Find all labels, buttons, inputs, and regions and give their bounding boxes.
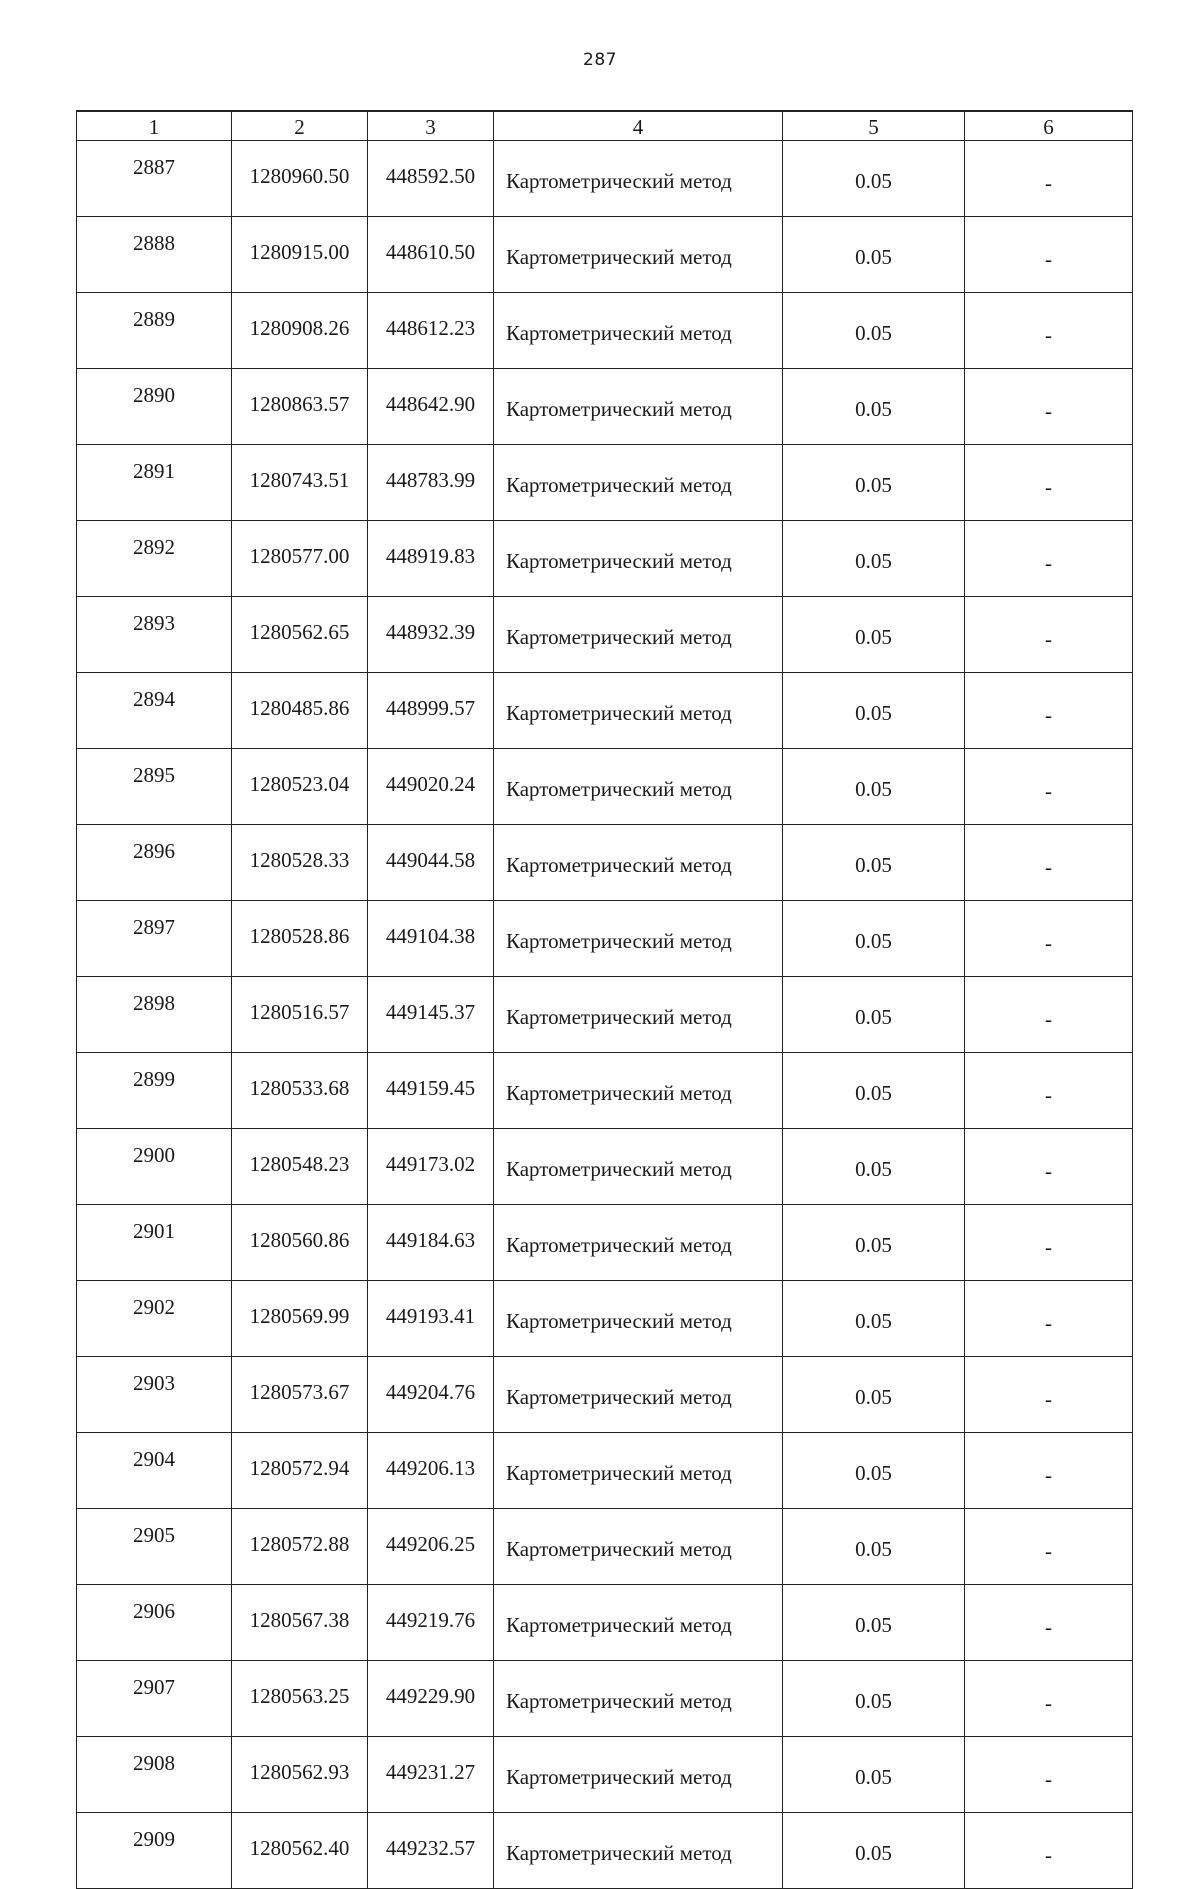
method-cell: Картометрический метод [494, 521, 783, 597]
y-coordinate-cell: 448919.83 [368, 521, 494, 597]
method-cell: Картометрический метод [494, 1433, 783, 1509]
table-body [77, 141, 1133, 1889]
accuracy-cell: 0.05 [783, 1509, 965, 1585]
accuracy-cell: 0.05 [783, 977, 965, 1053]
table-row [77, 1813, 1133, 1889]
y-coordinate-cell: 449219.76 [368, 1585, 494, 1661]
method-cell: Картометрический метод [494, 825, 783, 901]
point-number-cell: 2902 [77, 1281, 232, 1357]
y-coordinate-cell: 449232.57 [368, 1813, 494, 1889]
x-coordinate-cell: 1280516.57 [232, 977, 368, 1053]
y-coordinate-cell: 449173.02 [368, 1129, 494, 1205]
accuracy-cell: 0.05 [783, 1813, 965, 1889]
table-row [77, 673, 1133, 749]
accuracy-cell: 0.05 [783, 1281, 965, 1357]
description-cell: - [965, 1205, 1133, 1281]
description-cell: - [965, 293, 1133, 369]
table-row [77, 293, 1133, 369]
point-number-cell: 2909 [77, 1813, 232, 1889]
description-cell: - [965, 977, 1133, 1053]
x-coordinate-cell: 1280863.57 [232, 369, 368, 445]
accuracy-cell: 0.05 [783, 1737, 965, 1813]
y-coordinate-cell: 449206.25 [368, 1509, 494, 1585]
method-cell: Картометрический метод [494, 445, 783, 521]
column-header-2: 2 [232, 111, 368, 141]
method-cell: Картометрический метод [494, 977, 783, 1053]
description-cell: - [965, 1509, 1133, 1585]
x-coordinate-cell: 1280743.51 [232, 445, 368, 521]
table-row [77, 1737, 1133, 1813]
accuracy-cell: 0.05 [783, 749, 965, 825]
method-cell: Картометрический метод [494, 749, 783, 825]
column-header-4: 4 [494, 111, 783, 141]
method-cell: Картометрический метод [494, 217, 783, 293]
method-cell: Картометрический метод [494, 1129, 783, 1205]
x-coordinate-cell: 1280560.86 [232, 1205, 368, 1281]
x-coordinate-cell: 1280528.86 [232, 901, 368, 977]
table-row [77, 1585, 1133, 1661]
method-cell: Картометрический метод [494, 673, 783, 749]
description-cell: - [965, 1813, 1133, 1889]
method-cell: Картометрический метод [494, 1205, 783, 1281]
x-coordinate-cell: 1280523.04 [232, 749, 368, 825]
column-header-3: 3 [368, 111, 494, 141]
description-cell: - [965, 445, 1133, 521]
point-number-cell: 2906 [77, 1585, 232, 1661]
column-header-6: 6 [965, 111, 1133, 141]
method-cell: Картометрический метод [494, 369, 783, 445]
x-coordinate-cell: 1280915.00 [232, 217, 368, 293]
point-number-cell: 2889 [77, 293, 232, 369]
table-row [77, 445, 1133, 521]
y-coordinate-cell: 449206.13 [368, 1433, 494, 1509]
description-cell: - [965, 217, 1133, 293]
table-row [77, 1129, 1133, 1205]
method-cell: Картометрический метод [494, 141, 783, 217]
method-cell: Картометрический метод [494, 1813, 783, 1889]
table-row [77, 369, 1133, 445]
x-coordinate-cell: 1280567.38 [232, 1585, 368, 1661]
y-coordinate-cell: 449204.76 [368, 1357, 494, 1433]
table-row [77, 825, 1133, 901]
y-coordinate-cell: 449104.38 [368, 901, 494, 977]
table-row [77, 1509, 1133, 1585]
table-row [77, 1053, 1133, 1129]
table-row [77, 597, 1133, 673]
accuracy-cell: 0.05 [783, 1205, 965, 1281]
point-number-cell: 2905 [77, 1509, 232, 1585]
description-cell: - [965, 1281, 1133, 1357]
y-coordinate-cell: 448642.90 [368, 369, 494, 445]
method-cell: Картометрический метод [494, 901, 783, 977]
x-coordinate-cell: 1280562.65 [232, 597, 368, 673]
x-coordinate-cell: 1280563.25 [232, 1661, 368, 1737]
x-coordinate-cell: 1280572.94 [232, 1433, 368, 1509]
point-number-cell: 2903 [77, 1357, 232, 1433]
method-cell: Картометрический метод [494, 1053, 783, 1129]
accuracy-cell: 0.05 [783, 141, 965, 217]
y-coordinate-cell: 448783.99 [368, 445, 494, 521]
accuracy-cell: 0.05 [783, 597, 965, 673]
description-cell: - [965, 1585, 1133, 1661]
description-cell: - [965, 521, 1133, 597]
description-cell: - [965, 141, 1133, 217]
point-number-cell: 2891 [77, 445, 232, 521]
x-coordinate-cell: 1280485.86 [232, 673, 368, 749]
table-row [77, 1205, 1133, 1281]
table-row [77, 901, 1133, 977]
point-number-cell: 2887 [77, 141, 232, 217]
x-coordinate-cell: 1280562.40 [232, 1813, 368, 1889]
y-coordinate-cell: 449159.45 [368, 1053, 494, 1129]
method-cell: Картометрический метод [494, 1509, 783, 1585]
table-row [77, 1433, 1133, 1509]
point-number-cell: 2888 [77, 217, 232, 293]
point-number-cell: 2907 [77, 1661, 232, 1737]
page-number: 287 [583, 50, 617, 70]
table-row [77, 1281, 1133, 1357]
accuracy-cell: 0.05 [783, 1585, 965, 1661]
y-coordinate-cell: 448932.39 [368, 597, 494, 673]
accuracy-cell: 0.05 [783, 1661, 965, 1737]
method-cell: Картометрический метод [494, 293, 783, 369]
method-cell: Картометрический метод [494, 1281, 783, 1357]
x-coordinate-cell: 1280908.26 [232, 293, 368, 369]
y-coordinate-cell: 449229.90 [368, 1661, 494, 1737]
x-coordinate-cell: 1280573.67 [232, 1357, 368, 1433]
method-cell: Картометрический метод [494, 1737, 783, 1813]
method-cell: Картометрический метод [494, 1585, 783, 1661]
point-number-cell: 2908 [77, 1737, 232, 1813]
y-coordinate-cell: 448612.23 [368, 293, 494, 369]
x-coordinate-cell: 1280569.99 [232, 1281, 368, 1357]
description-cell: - [965, 597, 1133, 673]
method-cell: Картометрический метод [494, 1661, 783, 1737]
accuracy-cell: 0.05 [783, 293, 965, 369]
x-coordinate-cell: 1280533.68 [232, 1053, 368, 1129]
accuracy-cell: 0.05 [783, 673, 965, 749]
point-number-cell: 2892 [77, 521, 232, 597]
x-coordinate-cell: 1280528.33 [232, 825, 368, 901]
accuracy-cell: 0.05 [783, 825, 965, 901]
method-cell: Картометрический метод [494, 597, 783, 673]
table-row [77, 521, 1133, 597]
y-coordinate-cell: 449193.41 [368, 1281, 494, 1357]
y-coordinate-cell: 449184.63 [368, 1205, 494, 1281]
description-cell: - [965, 901, 1133, 977]
y-coordinate-cell: 449020.24 [368, 749, 494, 825]
point-number-cell: 2901 [77, 1205, 232, 1281]
description-cell: - [965, 1737, 1133, 1813]
description-cell: - [965, 1433, 1133, 1509]
x-coordinate-cell: 1280960.50 [232, 141, 368, 217]
y-coordinate-cell: 449231.27 [368, 1737, 494, 1813]
description-cell: - [965, 1357, 1133, 1433]
method-cell: Картометрический метод [494, 1357, 783, 1433]
point-number-cell: 2897 [77, 901, 232, 977]
table-row [77, 141, 1133, 217]
point-number-cell: 2893 [77, 597, 232, 673]
point-number-cell: 2895 [77, 749, 232, 825]
column-header-5: 5 [783, 111, 965, 141]
table-row [77, 749, 1133, 825]
x-coordinate-cell: 1280577.00 [232, 521, 368, 597]
x-coordinate-cell: 1280548.23 [232, 1129, 368, 1205]
description-cell: - [965, 1053, 1133, 1129]
table-row [77, 217, 1133, 293]
accuracy-cell: 0.05 [783, 1129, 965, 1205]
accuracy-cell: 0.05 [783, 1357, 965, 1433]
accuracy-cell: 0.05 [783, 521, 965, 597]
x-coordinate-cell: 1280562.93 [232, 1737, 368, 1813]
y-coordinate-cell: 449145.37 [368, 977, 494, 1053]
description-cell: - [965, 673, 1133, 749]
point-number-cell: 2894 [77, 673, 232, 749]
point-number-cell: 2900 [77, 1129, 232, 1205]
accuracy-cell: 0.05 [783, 369, 965, 445]
y-coordinate-cell: 448999.57 [368, 673, 494, 749]
accuracy-cell: 0.05 [783, 217, 965, 293]
point-number-cell: 2899 [77, 1053, 232, 1129]
y-coordinate-cell: 448592.50 [368, 141, 494, 217]
accuracy-cell: 0.05 [783, 1053, 965, 1129]
point-number-cell: 2898 [77, 977, 232, 1053]
point-number-cell: 2904 [77, 1433, 232, 1509]
accuracy-cell: 0.05 [783, 1433, 965, 1509]
description-cell: - [965, 1661, 1133, 1737]
column-header-1: 1 [77, 111, 232, 141]
table-header-row [77, 111, 1133, 141]
y-coordinate-cell: 448610.50 [368, 217, 494, 293]
description-cell: - [965, 369, 1133, 445]
point-number-cell: 2896 [77, 825, 232, 901]
coordinates-table [76, 110, 1133, 1889]
table-row [77, 977, 1133, 1053]
accuracy-cell: 0.05 [783, 445, 965, 521]
table-row [77, 1661, 1133, 1737]
description-cell: - [965, 749, 1133, 825]
description-cell: - [965, 1129, 1133, 1205]
table-row [77, 1357, 1133, 1433]
point-number-cell: 2890 [77, 369, 232, 445]
x-coordinate-cell: 1280572.88 [232, 1509, 368, 1585]
y-coordinate-cell: 449044.58 [368, 825, 494, 901]
description-cell: - [965, 825, 1133, 901]
accuracy-cell: 0.05 [783, 901, 965, 977]
